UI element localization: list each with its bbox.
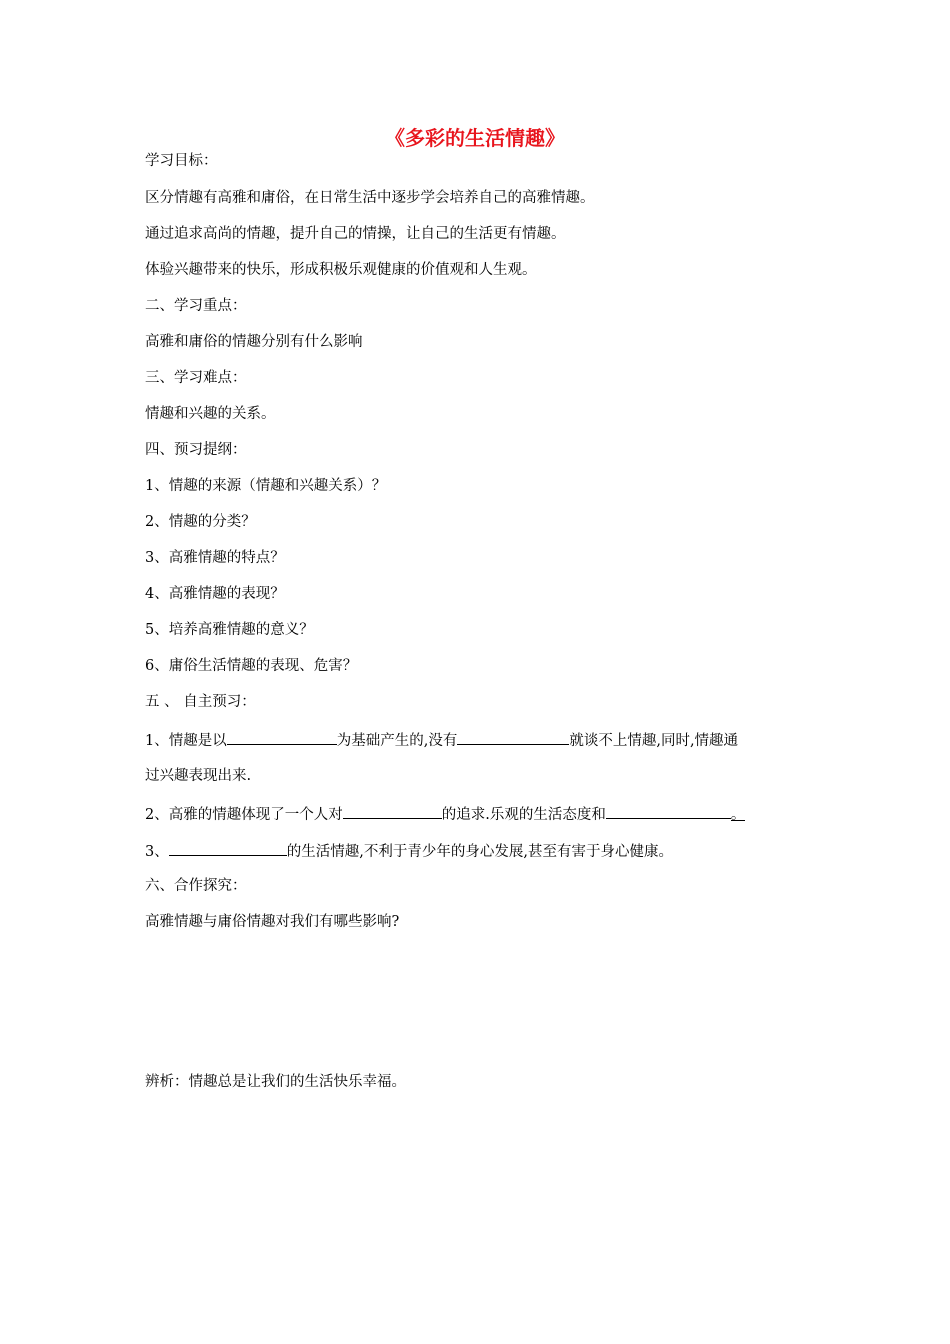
fill-question-2	[145, 802, 745, 826]
fill1-text-c: 就谈不上情趣,同时,情趣通	[569, 733, 739, 749]
fill-question-1	[145, 728, 738, 752]
key-text: 高雅和庸俗的情趣分别有什么影响	[145, 334, 363, 350]
analysis-text: 辨析：情趣总是让我们的生活快乐幸福。	[145, 1074, 406, 1090]
outline-heading: 四、预习提纲：	[145, 442, 247, 458]
outline-item: 2、情趣的分类？	[145, 514, 256, 530]
fill2-blank-2[interactable]	[606, 802, 731, 819]
fill3-text-b: 的生活情趣,不利于青少年的身心发展,甚至有害于身心健康。	[286, 844, 673, 860]
explore-text: 高雅情趣与庸俗情趣对我们有哪些影响?	[145, 914, 400, 930]
document-title: 《多彩的生活情趣》	[385, 126, 565, 150]
goal-item: 通过追求高尚的情趣，提升自己的情操，让自己的生活更有情趣。	[145, 226, 566, 242]
key-heading: 二、学习重点：	[145, 298, 247, 314]
fill-question-3	[145, 839, 673, 863]
outline-item: 3、高雅情趣的特点？	[145, 550, 285, 566]
outline-item: 5、培养高雅情趣的意义？	[145, 622, 314, 638]
goal-item: 体验兴趣带来的快乐，形成积极乐观健康的价值观和人生观。	[145, 262, 537, 278]
fill1-blank-2[interactable]	[457, 728, 569, 745]
fill2-text-c: 。	[731, 804, 746, 821]
fill1-text-b: 为基础产生的,没有	[336, 733, 458, 749]
fill1-blank-1[interactable]	[227, 728, 337, 745]
fill3-text-a: 3、	[145, 844, 169, 860]
outline-item: 6、庸俗生活情趣的表现、危害？	[145, 658, 358, 674]
goals-heading: 学习目标：	[145, 153, 218, 169]
self-study-heading: 五 、 自主预习：	[145, 694, 256, 710]
difficulty-heading: 三、学习难点：	[145, 370, 247, 386]
fill1-text-a: 1、情趣是以	[145, 733, 227, 749]
outline-item: 1、情趣的来源（情趣和兴趣关系）？	[145, 478, 387, 494]
fill3-blank-1[interactable]	[169, 839, 287, 856]
difficulty-text: 情趣和兴趣的关系。	[145, 406, 276, 422]
goal-item: 区分情趣有高雅和庸俗，在日常生活中逐步学会培养自己的高雅情趣。	[145, 190, 595, 206]
fill2-text-b: 的追求.乐观的生活态度和	[441, 807, 606, 823]
fill2-text-a: 2、高雅的情趣体现了一个人对	[145, 807, 343, 823]
outline-item: 4、高雅情趣的表现？	[145, 586, 285, 602]
fill2-blank-1[interactable]	[343, 802, 442, 819]
fill-question-1-continued: 过兴趣表现出来.	[145, 768, 252, 784]
explore-heading: 六、合作探究：	[145, 878, 247, 894]
